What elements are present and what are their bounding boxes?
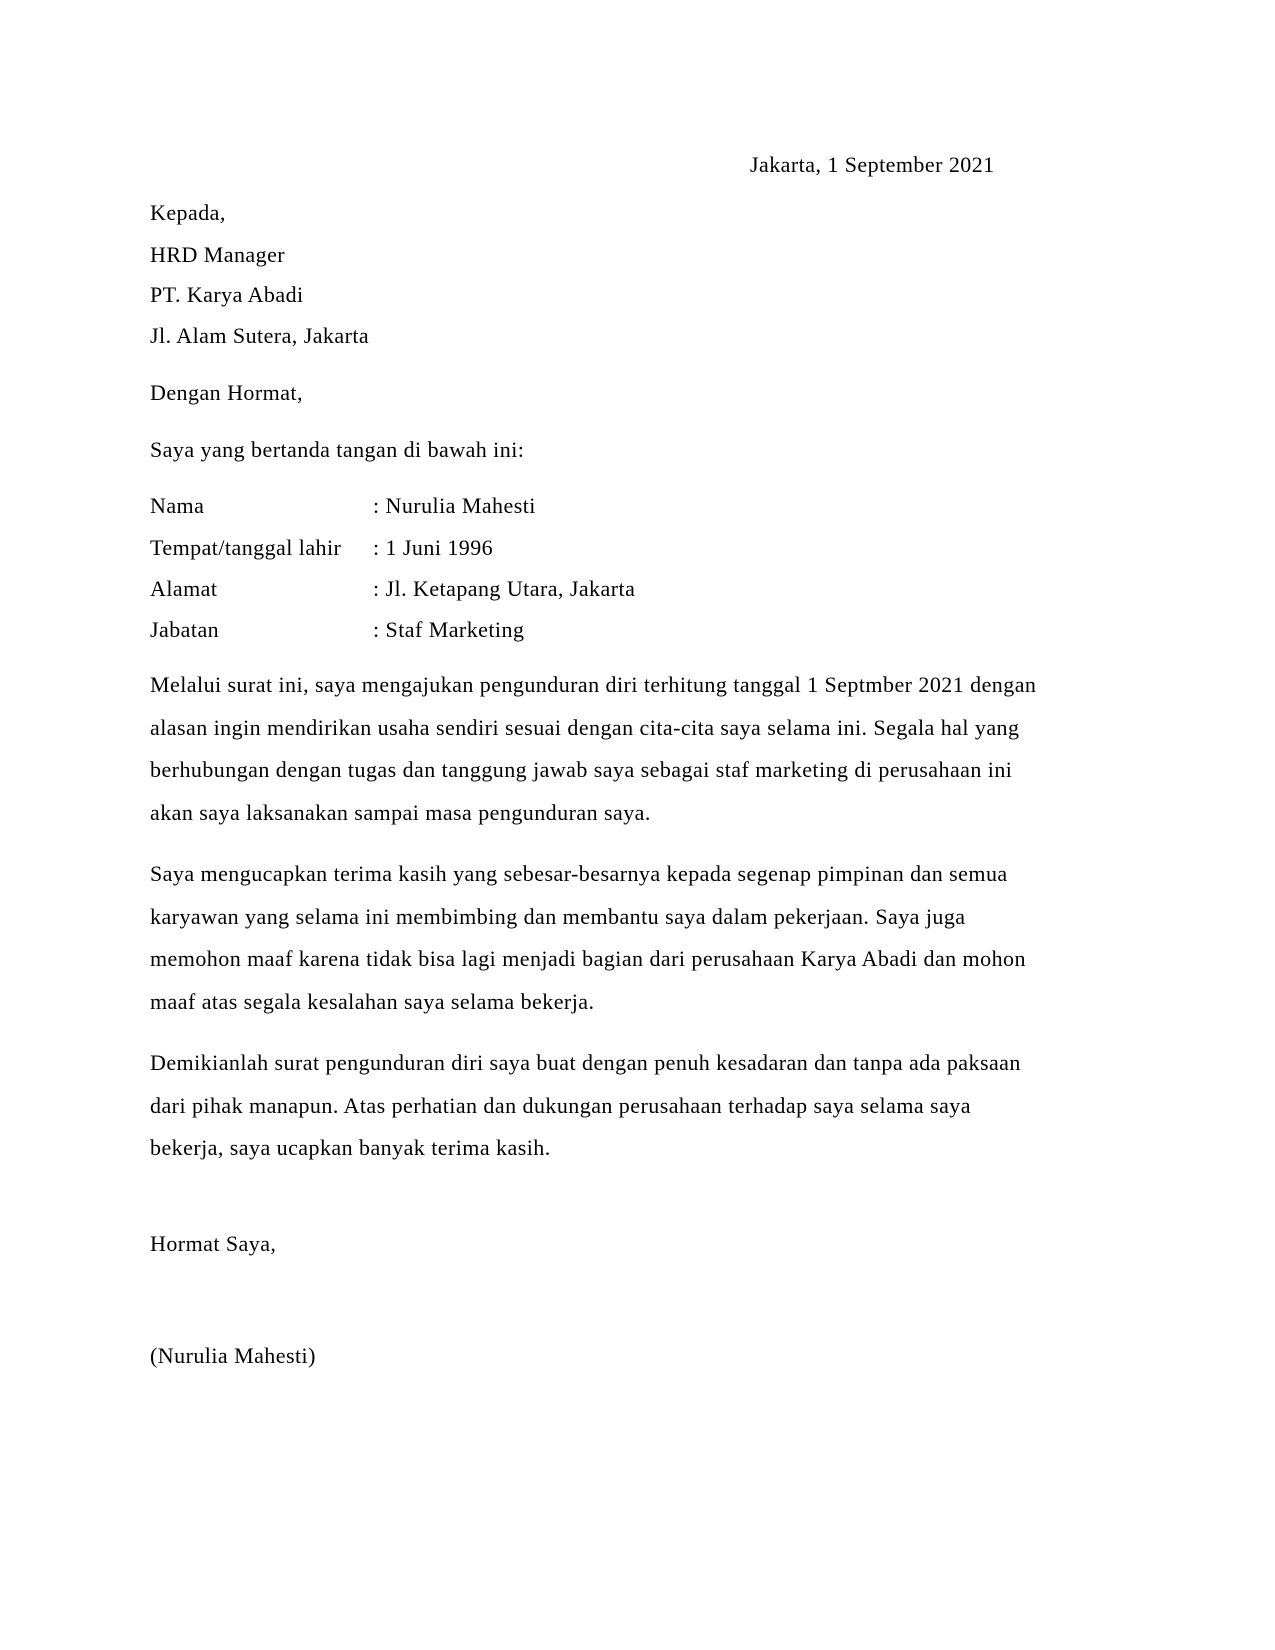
identity-value-jabatan: : Staf Marketing <box>373 617 525 642</box>
greeting: Dengan Hormat, <box>150 380 303 405</box>
paragraph-resignation <box>150 664 1110 834</box>
paragraph-line: berhubungan dengan tugas dan tanggung jawab saya sebagai staf marketing di perusahaan ini <box>150 757 1013 782</box>
paragraph-line: Saya mengucapkan terima kasih yang sebesar-besarnya kepada segenap pimpinan dan semua <box>150 861 1008 886</box>
recipient-salutation: Kepada, <box>150 200 226 225</box>
paragraph-closing <box>150 1042 1110 1170</box>
paragraph-line: karyawan yang selama ini membimbing dan membantu saya dalam pekerjaan. Saya juga <box>150 903 966 929</box>
letter-date: Jakarta, 1 September 2021 <box>750 152 995 177</box>
recipient-position: HRD Manager <box>150 242 286 267</box>
recipient-address: Jl. Alam Sutera, Jakarta <box>150 323 370 348</box>
paragraph-line: maaf atas segala kesalahan saya selama bekerja. <box>150 988 595 1014</box>
paragraph-line: memohon maaf karena tidak bisa lagi menjadi bagian dari perusahaan Karya Abadi dan mohon <box>150 946 1026 971</box>
recipient-company: PT. Karya Abadi <box>150 282 304 307</box>
signature-name: (Nurulia Mahesti) <box>150 1343 316 1368</box>
paragraph-line: Melalui surat ini, saya mengajukan pengunduran diri terhitung tanggal 1 Septmber 2021 dengan <box>150 672 1037 697</box>
paragraph-line: alasan ingin mendirikan usaha sendiri sesuai dengan cita-cita saya selama ini. Segala hal yang <box>150 714 1020 740</box>
identity-value-ttl: : 1 Juni 1996 <box>373 535 494 560</box>
identity-label-nama: Nama <box>150 493 205 518</box>
paragraph-line: Demikianlah surat pengunduran diri saya buat dengan penuh kesadaran dan tanpa ada paksaan <box>150 1050 1021 1075</box>
identity-label-jabatan: Jabatan <box>150 617 220 642</box>
identity-label-alamat: Alamat <box>150 576 218 601</box>
identity-value-nama: : Nurulia Mahesti <box>373 493 536 518</box>
paragraph-line: bekerja, saya ucapkan banyak terima kasih. <box>150 1135 551 1160</box>
identity-value-alamat: : Jl. Ketapang Utara, Jakarta <box>373 576 636 601</box>
paragraph-thanks <box>150 853 1110 1023</box>
intro-text: Saya yang bertanda tangan di bawah ini: <box>150 437 525 462</box>
paragraph-line: dari pihak manapun. Atas perhatian dan dukungan perusahaan terhadap saya selama saya <box>150 1092 971 1118</box>
paragraph-line: akan saya laksanakan sampai masa pengunduran saya. <box>150 799 651 825</box>
closing-salutation: Hormat Saya, <box>150 1231 277 1256</box>
identity-label-ttl: Tempat/tanggal lahir <box>150 535 342 560</box>
